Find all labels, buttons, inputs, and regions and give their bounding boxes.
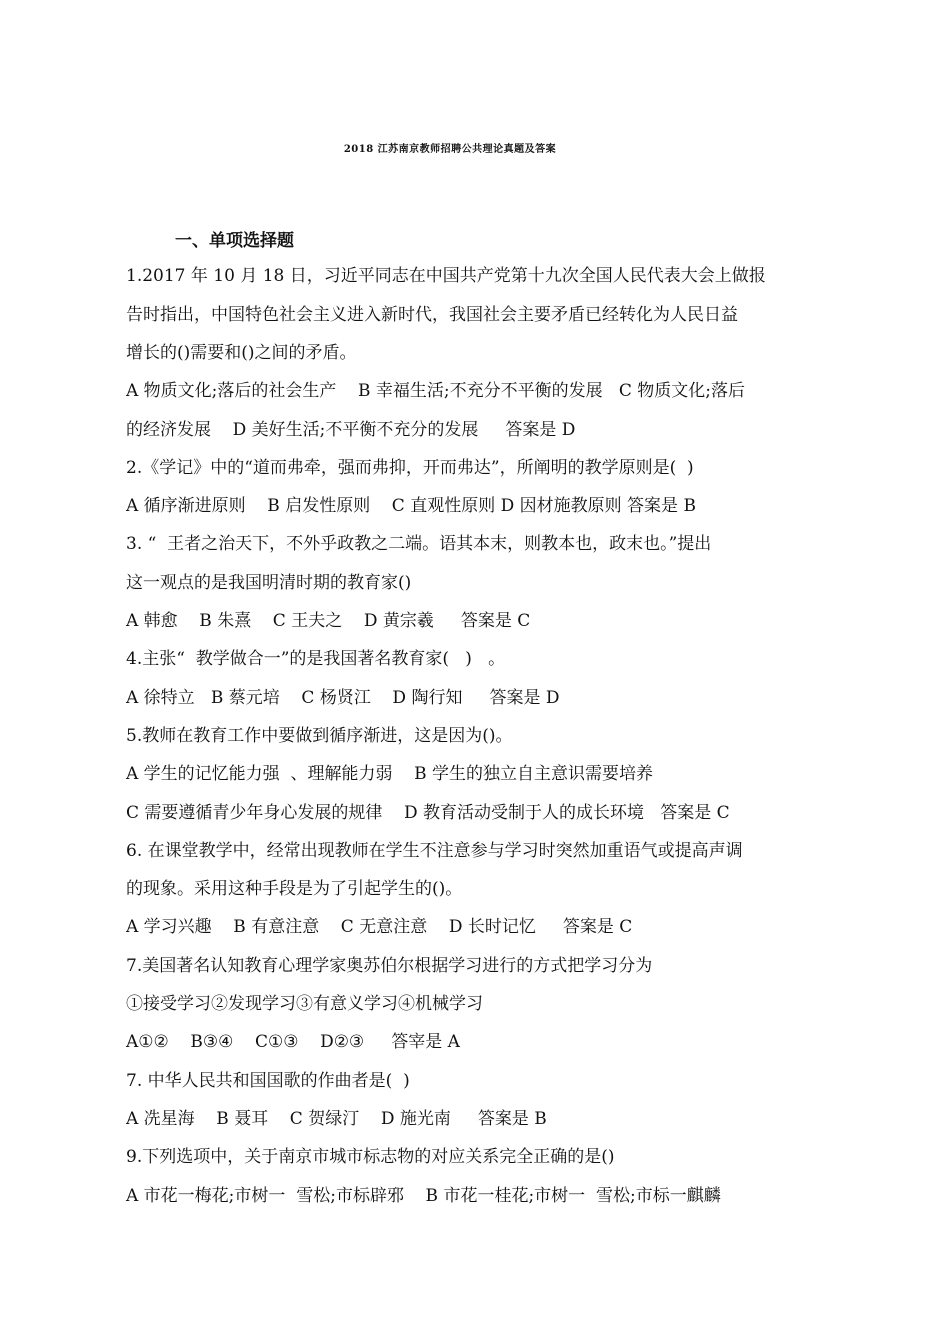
text-line: 告时指出，中国特色社会主义进入新时代，我国社会主要矛盾已经转化为人民日益 (126, 305, 738, 325)
text-line: 的现象。采用这种手段是为了引起学生的()。 (126, 879, 463, 899)
text-line: 7.美国著名认知教育心理学家奥苏伯尔根据学习进行的方式把学习分为 (126, 956, 653, 976)
text-line: 4.主张“ 教学做合一”的是我国著名教育家( ) 。 (126, 649, 506, 669)
text-line: 3. “ 王者之治天下，不外乎政教之二端。语其本末，则教本也，政末也。”提出 (126, 534, 712, 554)
text-line: 的经济发展 D 美好生活;不平衡不充分的发展 答案是 D (126, 420, 576, 440)
text-line: 5.教师在教育工作中要做到循序渐进，这是因为()。 (126, 726, 513, 746)
text-line: A 学习兴趣 B 有意注意 C 无意注意 D 长时记忆 答案是 C (126, 917, 633, 937)
text-line: 7. 中华人民共和国国歌的作曲者是( ) (126, 1071, 410, 1091)
text-line: A 物质文化;落后的社会生产 B 幸福生活;不充分不平衡的发展 C 物质文化;落后 (126, 381, 745, 401)
text-line: A 冼星海 B 聂耳 C 贺绿汀 D 施光南 答案是 B (126, 1109, 547, 1129)
text-line: ①接受学习②发现学习③有意义学习④机械学习 (126, 994, 483, 1014)
text-line: A 韩愈 B 朱熹 C 王夫之 D 黄宗羲 答案是 C (126, 611, 531, 631)
text-line: 1.2017 年 10 月 18 日，习近平同志在中国共产党第十九次全国人民代表大会上做报 (126, 266, 766, 286)
text-line: 6. 在课堂教学中，经常出现教师在学生不注意参与学习时突然加重语气或提高声调 (126, 841, 743, 861)
text-line: A 循序渐进原则 B 启发性原则 C 直观性原则 D 因材施教原则 答案是 B (126, 496, 696, 516)
text-line: 这一观点的是我国明清时期的教育家() (126, 573, 412, 593)
section-heading: 一、单项选择题 (175, 231, 294, 251)
document-title: 2018 江苏南京教师招聘公共理论真题及答案 (343, 144, 557, 155)
text-line: A①② B③④ C①③ D②③ 答宰是 A (126, 1032, 460, 1052)
text-line: A 市花一梅花;市树一 雪松;市标辟邪 B 市花一桂花;市树一 雪松;市标一麒麟 (126, 1186, 721, 1206)
text-line: A 学生的记忆能力强 、理解能力弱 B 学生的独立自主意识需要培养 (126, 764, 653, 784)
text-line: A 徐特立 B 蔡元培 C 杨贤江 D 陶行知 答案是 D (126, 688, 560, 708)
text-line: 2.《学记》中的“道而弗牵，强而弗抑，开而弗达”，所阐明的教学原则是( ) (126, 458, 694, 478)
text-line: C 需要遵循青少年身心发展的规律 D 教育活动受制于人的成长环境 答案是 C (126, 803, 730, 823)
text-line: 9.下列选项中，关于南京市城市标志物的对应关系完全正确的是() (126, 1147, 615, 1167)
text-line: 增长的()需要和()之间的矛盾。 (126, 343, 357, 363)
